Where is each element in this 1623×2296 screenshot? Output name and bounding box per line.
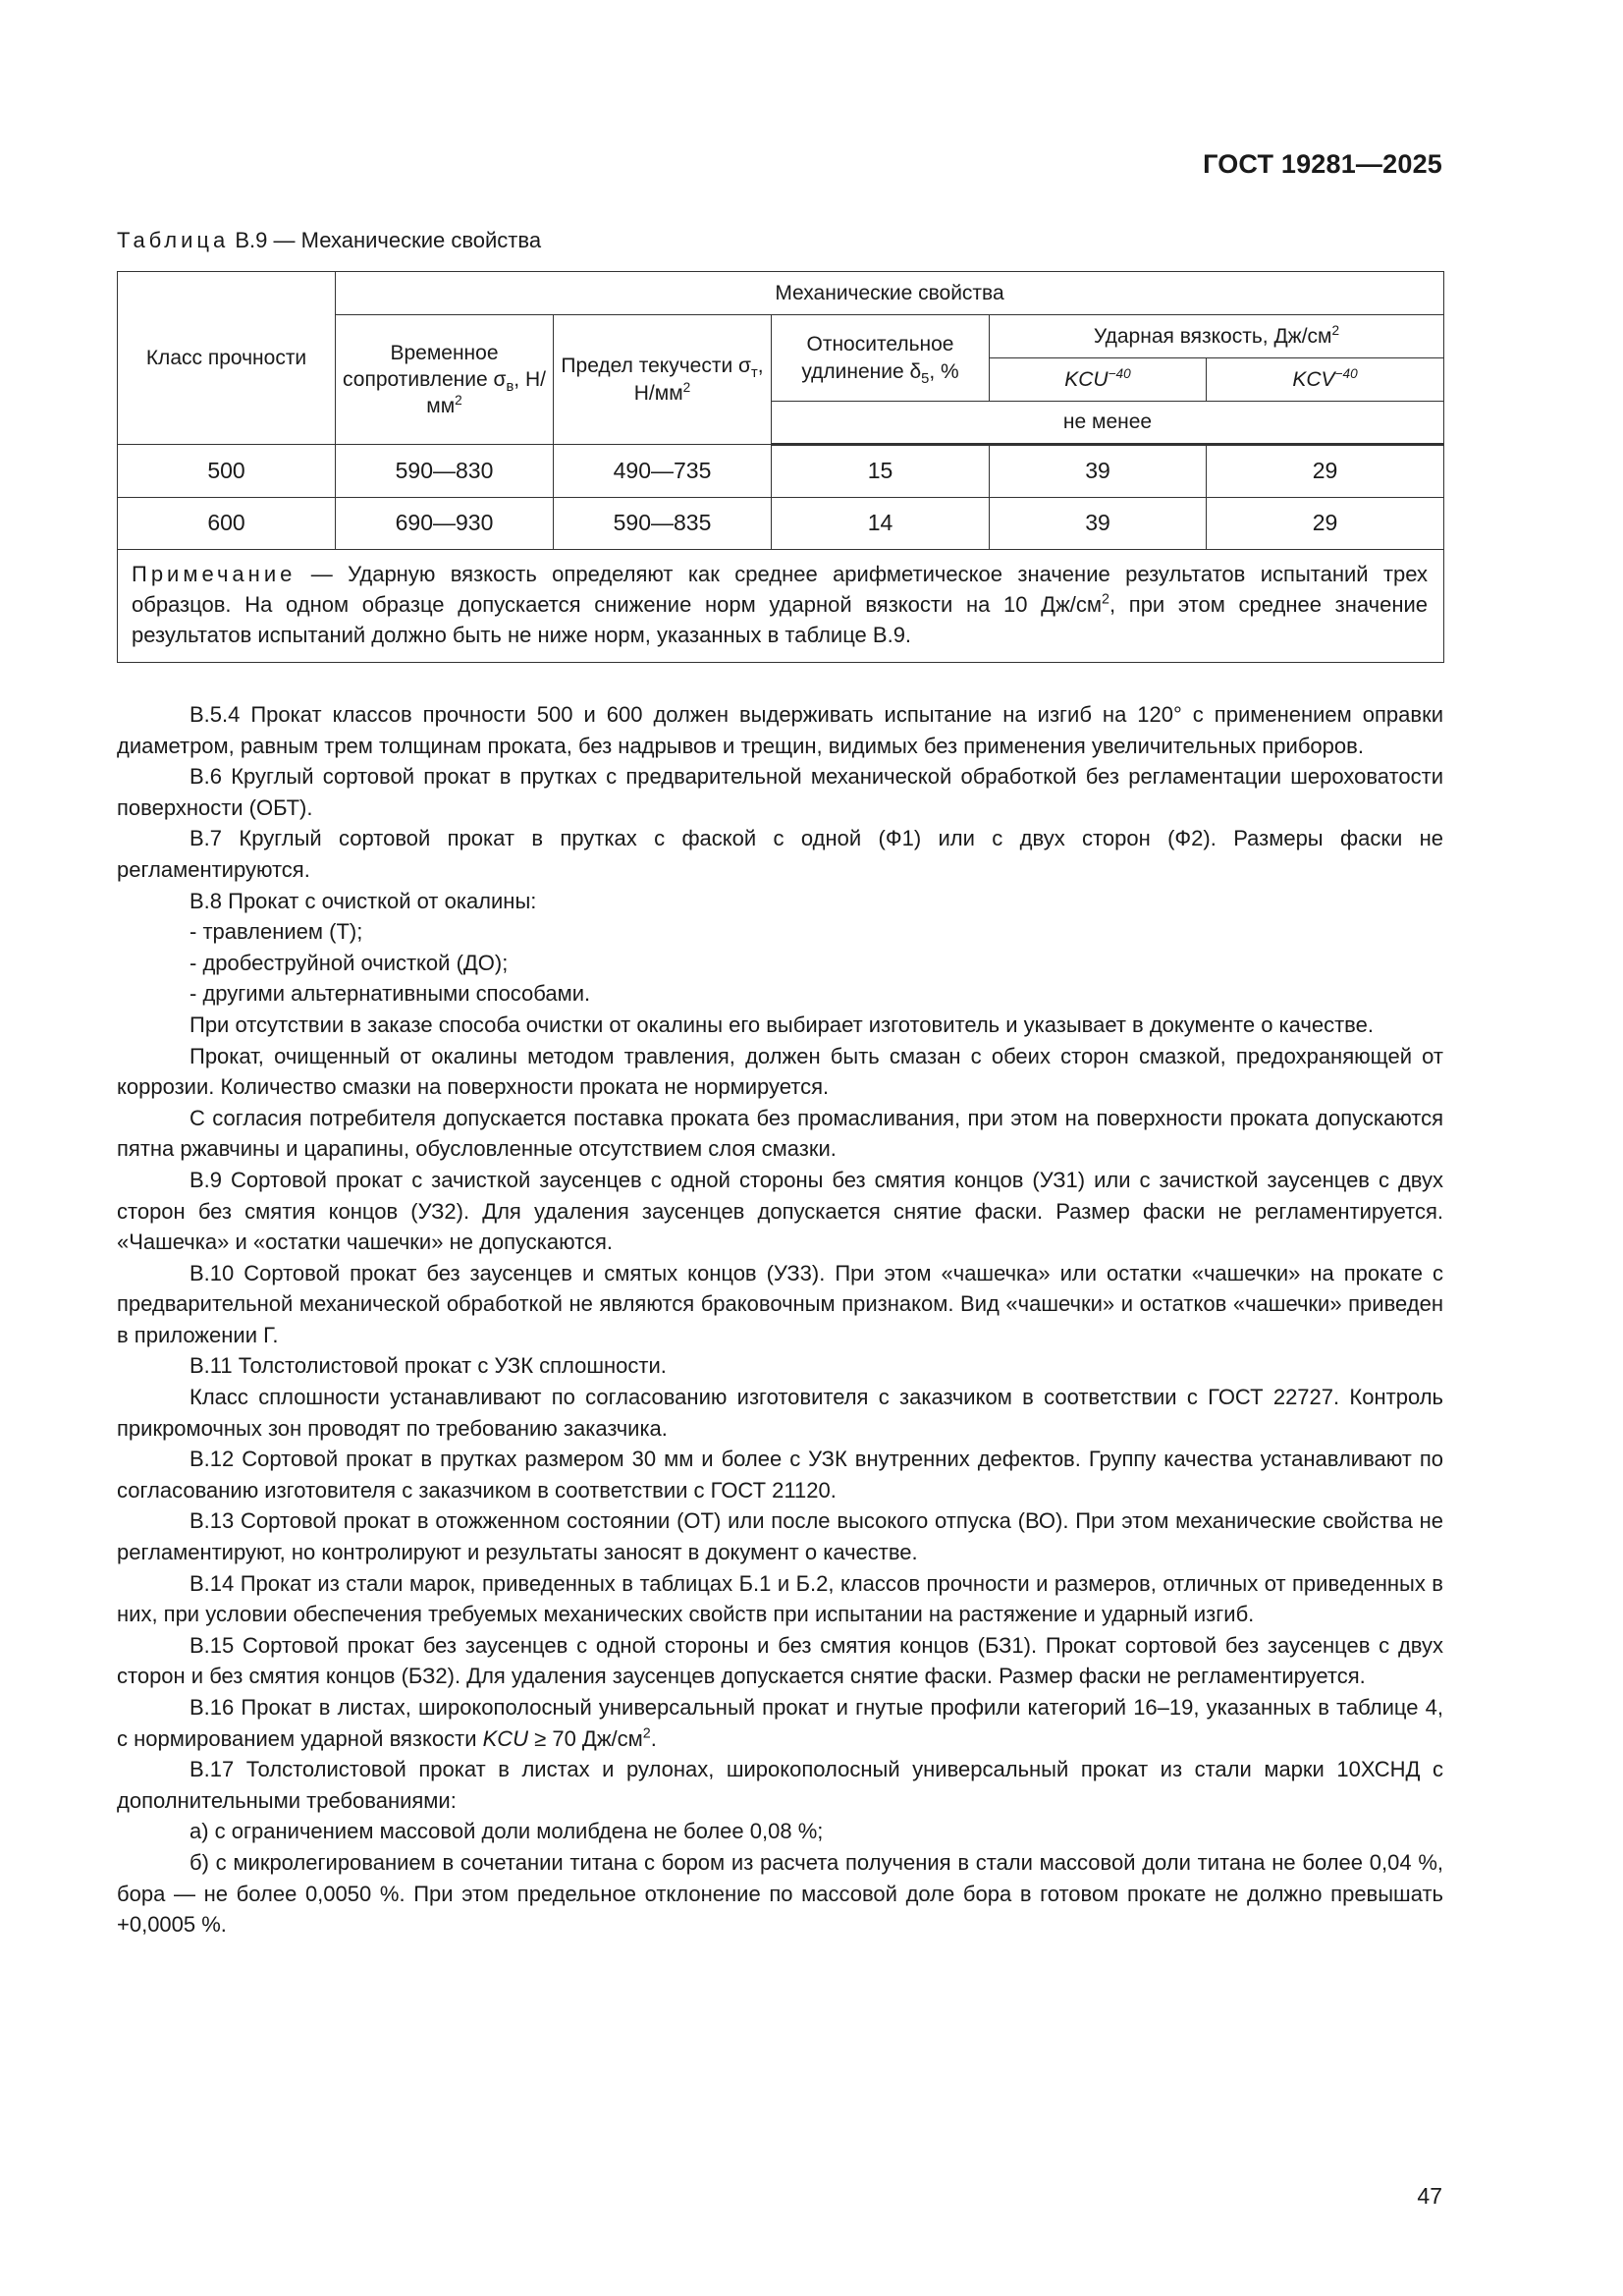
- p16-text-b: ≥ 70 Дж/см: [528, 1725, 643, 1751]
- paragraph: Прокат, очищенный от окалины методом травления, должен быть смазан с обеих сторон смазкой, предохраняющей от коррозии. Количество смазки на поверхности проката не нормируется.: [117, 1043, 1443, 1100]
- table-row: [118, 445, 1444, 498]
- paragraph-b9: В.9 Сортовой прокат с зачисткой заусенцев с одной стороны без смятия концов (УЗ1) или с зачисткой заусенцев с двух сторон без смятия концов (УЗ2). Для удаления заусенцев допускается снятие фаски. Размер фаски не регламентируется. «Чашечка» и «остатки чашечки» не допускаются.: [117, 1167, 1443, 1255]
- cell-tensile: 590—830: [336, 445, 554, 498]
- cell-yield: 490—735: [554, 445, 772, 498]
- list-item: а) с ограничением массовой доли молибдена не более 0,08 %;: [189, 1819, 824, 1844]
- p16-sup: 2: [642, 1725, 651, 1742]
- note-word: Примечание: [132, 562, 297, 586]
- body-text: [117, 699, 1443, 1941]
- cell-elongation: 14: [772, 498, 990, 550]
- header-mechanical-properties: Механические свойства: [336, 272, 1444, 315]
- table-caption-title: В.9 — Механические свойства: [229, 228, 542, 252]
- note-text-b: , при этом среднее значение результатов испытаний должно быть не ниже норм, указанных в таблице В.9.: [132, 591, 1429, 647]
- paragraph-b16: [117, 1692, 1443, 1754]
- kcv-symbol: KCV: [1292, 367, 1335, 391]
- yield-unit-sup: 2: [682, 379, 691, 395]
- kcv-temperature: −40: [1334, 365, 1358, 381]
- paragraph-b10: В.10 Сортовой прокат без заусенцев и смятых концов (УЗ3). При этом «чашечка» или остатки «чашечки» на прокате с предварительной механической обработкой не являются браковочным признаком. Вид «чашечки» и остатков «чашечки» приведен в приложении Г.: [117, 1260, 1443, 1347]
- tensile-subscript: в: [506, 379, 514, 396]
- impact-unit-sup: 2: [1331, 322, 1340, 338]
- p16-kcu-symbol: KCU: [482, 1725, 529, 1751]
- page-number: 47: [1417, 2183, 1442, 2209]
- header-impact-toughness: [990, 315, 1444, 358]
- paragraph-b6: В.6 Круглый сортовой прокат в прутках с предварительной механической обработкой без регламентации шероховатости поверхности (ОБТ).: [117, 764, 1443, 820]
- p16-text-a: В.16 Прокат в листах, широкополосный универсальный прокат и гнутые профили категорий 16–19, указанных в таблице 4, с нормированием ударной вязкости: [117, 1695, 1443, 1751]
- table-caption: [117, 228, 541, 253]
- header-elongation: [772, 315, 990, 402]
- cell-kcv: 29: [1207, 445, 1444, 498]
- cell-kcu: 39: [990, 445, 1207, 498]
- tensile-unit: , Н/мм: [426, 367, 546, 418]
- table-note: [118, 550, 1444, 663]
- table-caption-word: Таблица: [117, 228, 230, 252]
- paragraph: Класс сплошности устанавливают по согласованию изготовителя с заказчиком в соответствии с ГОСТ 22727. Контроль прикромочных зон проводят по требованию заказчика.: [117, 1385, 1443, 1441]
- header-strength-class: Класс прочности: [118, 272, 336, 445]
- cell-yield: 590—835: [554, 498, 772, 550]
- header-tensile-strength: [336, 315, 554, 445]
- header-kcu: [990, 358, 1207, 402]
- paragraph-b5-4: В.5.4 Прокат классов прочности 500 и 600 должен выдерживать испытание на изгиб на 120° с применением оправки диаметром, равным трем толщинам проката, без надрывов и трещин, видимых без применения увеличительных приборов.: [117, 702, 1443, 758]
- paragraph-b13: В.13 Сортовой прокат в отожженном состоянии (ОТ) или после высокого отпуска (ВО). При этом механические свойства не регламентируют, но контролируют и результаты заносят в документ о качестве.: [117, 1508, 1443, 1565]
- kcu-temperature: −40: [1108, 365, 1131, 381]
- list-item: - другими альтернативными способами.: [189, 981, 591, 1007]
- paragraph-b8: В.8 Прокат с очисткой от окалины:: [189, 888, 537, 913]
- elongation-subscript: 5: [921, 370, 930, 387]
- mechanical-properties-table: [117, 271, 1444, 663]
- cell-kcv: 29: [1207, 498, 1444, 550]
- note-sup: 2: [1102, 591, 1109, 608]
- paragraph-b15: В.15 Сортовой прокат без заусенцев с одной стороны и без смятия концов (БЗ1). Прокат сортовой без заусенцев с двух сторон и без смятия концов (БЗ2). Для удаления заусенцев допускается снятие фаски. Размер фаски не регламентируется.: [117, 1632, 1443, 1689]
- yield-unit: , Н/мм: [633, 355, 764, 405]
- paragraph-b7: В.7 Круглый сортовой прокат в прутках с фаской с одной (Ф1) или с двух сторон (Ф2). Размеры фаски не регламентируются.: [117, 826, 1443, 882]
- elongation-label: Относительное удлинение δ: [801, 333, 954, 383]
- header-yield-strength: [554, 315, 772, 445]
- yield-subscript: т: [751, 365, 758, 382]
- header-kcv: [1207, 358, 1444, 402]
- cell-tensile: 690—930: [336, 498, 554, 550]
- paragraph-b12: В.12 Сортовой прокат в прутках размером 30 мм и более с УЗК внутренних дефектов. Группу качества устанавливают по согласованию изготовителя с заказчиком в соответствии с ГОСТ 21120.: [117, 1447, 1443, 1503]
- note-text-a: — Ударную вязкость определяют как среднее арифметическое значение результатов испытаний трех образцов. На одном образце допускается снижение норм ударной вязкости на 10 Дж/см: [132, 562, 1428, 617]
- paragraph-b14: В.14 Прокат из стали марок, приведенных в таблицах Б.1 и Б.2, классов прочности и размеров, отличных от приведенных в них, при условии обеспечения требуемых механических свойств при испытании на растяжение и ударный изгиб.: [117, 1570, 1443, 1627]
- cell-kcu: 39: [990, 498, 1207, 550]
- document-code: ГОСТ 19281—2025: [1203, 149, 1442, 179]
- cell-class: 500: [118, 445, 336, 498]
- tensile-label: Временное сопротивление σ: [343, 341, 507, 391]
- paragraph-b17: В.17 Толстолистовой прокат в листах и рулонах, широкополосный универсальный прокат из стали марки 10ХСНД с дополнительными требованиями:: [117, 1757, 1443, 1813]
- p16-text-c: .: [650, 1725, 657, 1751]
- paragraph-b11: В.11 Толстолистовой прокат с УЗК сплошности.: [189, 1353, 667, 1379]
- list-item: б) с микролегированием в сочетании титана с бором из расчета получения в стали массовой доли титана не более 0,04 %, бора — не более 0,0050 %. При этом предельное отклонение по массовой доле бора в готовом прокате не должно превышать +0,0005 %.: [117, 1849, 1443, 1938]
- impact-label: Ударная вязкость, Дж/см: [1093, 324, 1332, 348]
- paragraph: При отсутствии в заказе способа очистки от окалины его выбирает изготовитель и указывает в документе о качестве.: [189, 1011, 1374, 1037]
- list-item: - дробеструйной очисткой (ДО);: [189, 950, 509, 975]
- list-item: - травлением (Т);: [189, 919, 363, 945]
- paragraph: С согласия потребителя допускается поставка проката без промасливания, при этом на поверхности проката допускаются пятна ржавчины и царапины, обусловленные отсутствием слоя смазки.: [117, 1105, 1443, 1162]
- kcu-symbol: KCU: [1064, 367, 1109, 391]
- cell-elongation: 15: [772, 445, 990, 498]
- tensile-unit-sup: 2: [455, 393, 462, 409]
- table-row: [118, 498, 1444, 550]
- yield-label: Предел текучести σ: [561, 355, 751, 378]
- cell-class: 600: [118, 498, 336, 550]
- elongation-unit: , %: [929, 359, 959, 383]
- header-not-less-than: не менее: [772, 402, 1444, 445]
